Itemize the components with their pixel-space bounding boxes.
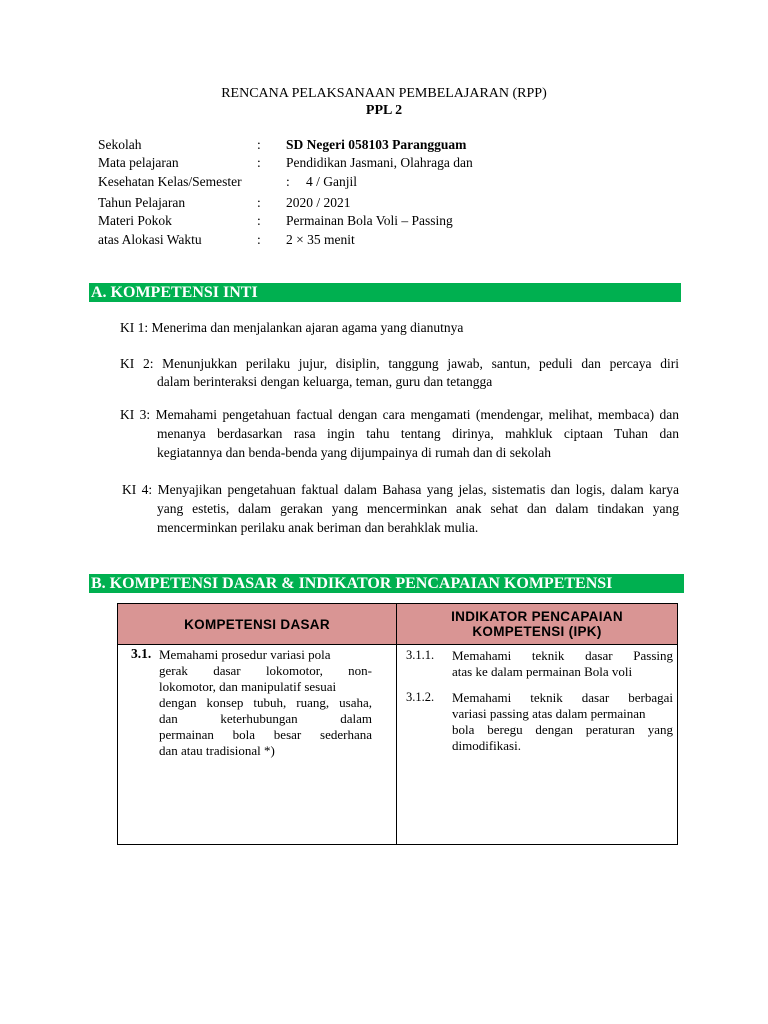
header-indikator <box>397 604 678 645</box>
ipk-line: dimodifikasi. <box>452 738 521 753</box>
ipk-line: variasi passing atas dalam permainan <box>452 706 646 721</box>
kd-number: 3.1. <box>131 646 152 661</box>
header-kompetensi-dasar: KOMPETENSI DASAR <box>118 604 397 645</box>
ki-4-line: KI 4: Menyajikan pengetahuan faktual dalam Bahasa yang jelas, sistematis dan logis, dalam karya <box>122 482 679 497</box>
ki-3-line: menanya berdasarkan rasa ingin tahu tentang dirinya, mahkluk ciptaan Tuhan dan <box>157 426 679 441</box>
info-value-year: 2020 / 2021 <box>286 195 351 210</box>
kd-line: dan atau tradisional *) <box>159 743 275 758</box>
info-label-subject: Mata pelajaran <box>98 155 179 170</box>
ki-4-line: yang estetis, dalam gerakan yang mencerminkan anak sehat dan dalam tindakan yang <box>157 501 679 516</box>
ipk-text <box>452 648 673 680</box>
header-indikator-line: INDIKATOR PENCAPAIAN <box>451 609 623 624</box>
kd-cell <box>118 645 397 845</box>
ki-2-line: dalam berinteraksi dengan keluarga, teman, guru dan tetangga <box>157 374 493 389</box>
info-colon: : <box>286 174 290 189</box>
info-colon: : <box>257 195 261 210</box>
info-value-topic: Permainan Bola Voli – Passing <box>286 213 453 228</box>
info-colon: : <box>257 232 261 247</box>
info-label-school: Sekolah <box>98 137 142 152</box>
table-header-row <box>118 604 678 645</box>
ki-4-line: mencerminkan perilaku anak beriman dan berahklak mulia. <box>157 520 479 535</box>
document-title: RENCANA PELAKSANAAN PEMBELAJARAN (RPP) <box>221 86 547 101</box>
kd-line: Memahami prosedur variasi pola <box>159 647 331 662</box>
header-indikator-line: KOMPETENSI (IPK) <box>472 624 602 639</box>
ki-2-line: KI 2: Menunjukkan perilaku jujur, disiplin, tanggung jawab, santun, peduli dan percaya diri <box>120 356 679 371</box>
kd-line: permainan bola besar sederhana <box>159 727 372 742</box>
ipk-line: Memahami teknik dasar berbagai <box>452 690 673 705</box>
ki-1-line: KI 1: Menerima dan menjalankan ajaran agama yang dianutnya <box>120 320 464 335</box>
info-value-class: 4 / Ganjil <box>306 174 357 189</box>
info-value-school: SD Negeri 058103 Parangguam <box>286 137 467 152</box>
info-value-time: 2 × 35 menit <box>286 232 355 247</box>
info-colon: : <box>257 155 261 170</box>
ipk-cell <box>397 645 678 845</box>
kd-line: lokomotor, dan manipulatif sesuai <box>159 679 337 694</box>
info-label-year: Tahun Pelajaran <box>98 195 186 210</box>
section-heading-kompetensi-dasar: B. KOMPETENSI DASAR & INDIKATOR PENCAPAIAN KOMPETENSI <box>89 574 684 593</box>
document-subtitle: PPL 2 <box>365 103 403 118</box>
ipk-line: atas ke dalam permainan Bola voli <box>452 664 633 679</box>
kd-line: gerak dasar lokomotor, non- <box>159 663 372 678</box>
info-label-class: Kesehatan Kelas/Semester <box>98 174 242 189</box>
kd-text <box>159 647 372 759</box>
competency-table <box>117 603 678 845</box>
ipk-number: 3.1.1. <box>406 648 435 662</box>
ipk-text <box>452 690 673 754</box>
ki-3-line: KI 3: Memahami pengetahuan factual dengan cara mengamati (mendengar, melihat, membaca) dan <box>120 407 679 422</box>
table-row <box>118 645 678 845</box>
info-label-time: atas Alokasi Waktu <box>98 232 202 247</box>
kd-line: dengan konsep tubuh, ruang, usaha, <box>159 695 372 710</box>
ipk-number: 3.1.2. <box>406 690 435 704</box>
info-colon: : <box>257 137 261 152</box>
section-heading-kompetensi-inti: A. KOMPETENSI INTI <box>89 283 681 302</box>
ipk-line: bola beregu dengan peraturan yang <box>452 722 673 737</box>
info-colon: : <box>257 213 261 228</box>
ipk-line: Memahami teknik dasar Passing <box>452 648 673 663</box>
ki-3-line: kegiatannya dan benda-benda yang dijumpainya di rumah dan di sekolah <box>157 445 551 460</box>
info-value-subject: Pendidikan Jasmani, Olahraga dan <box>286 155 473 170</box>
kd-line: dan keterhubungan dalam <box>159 711 372 726</box>
info-label-topic: Materi Pokok <box>98 213 172 228</box>
